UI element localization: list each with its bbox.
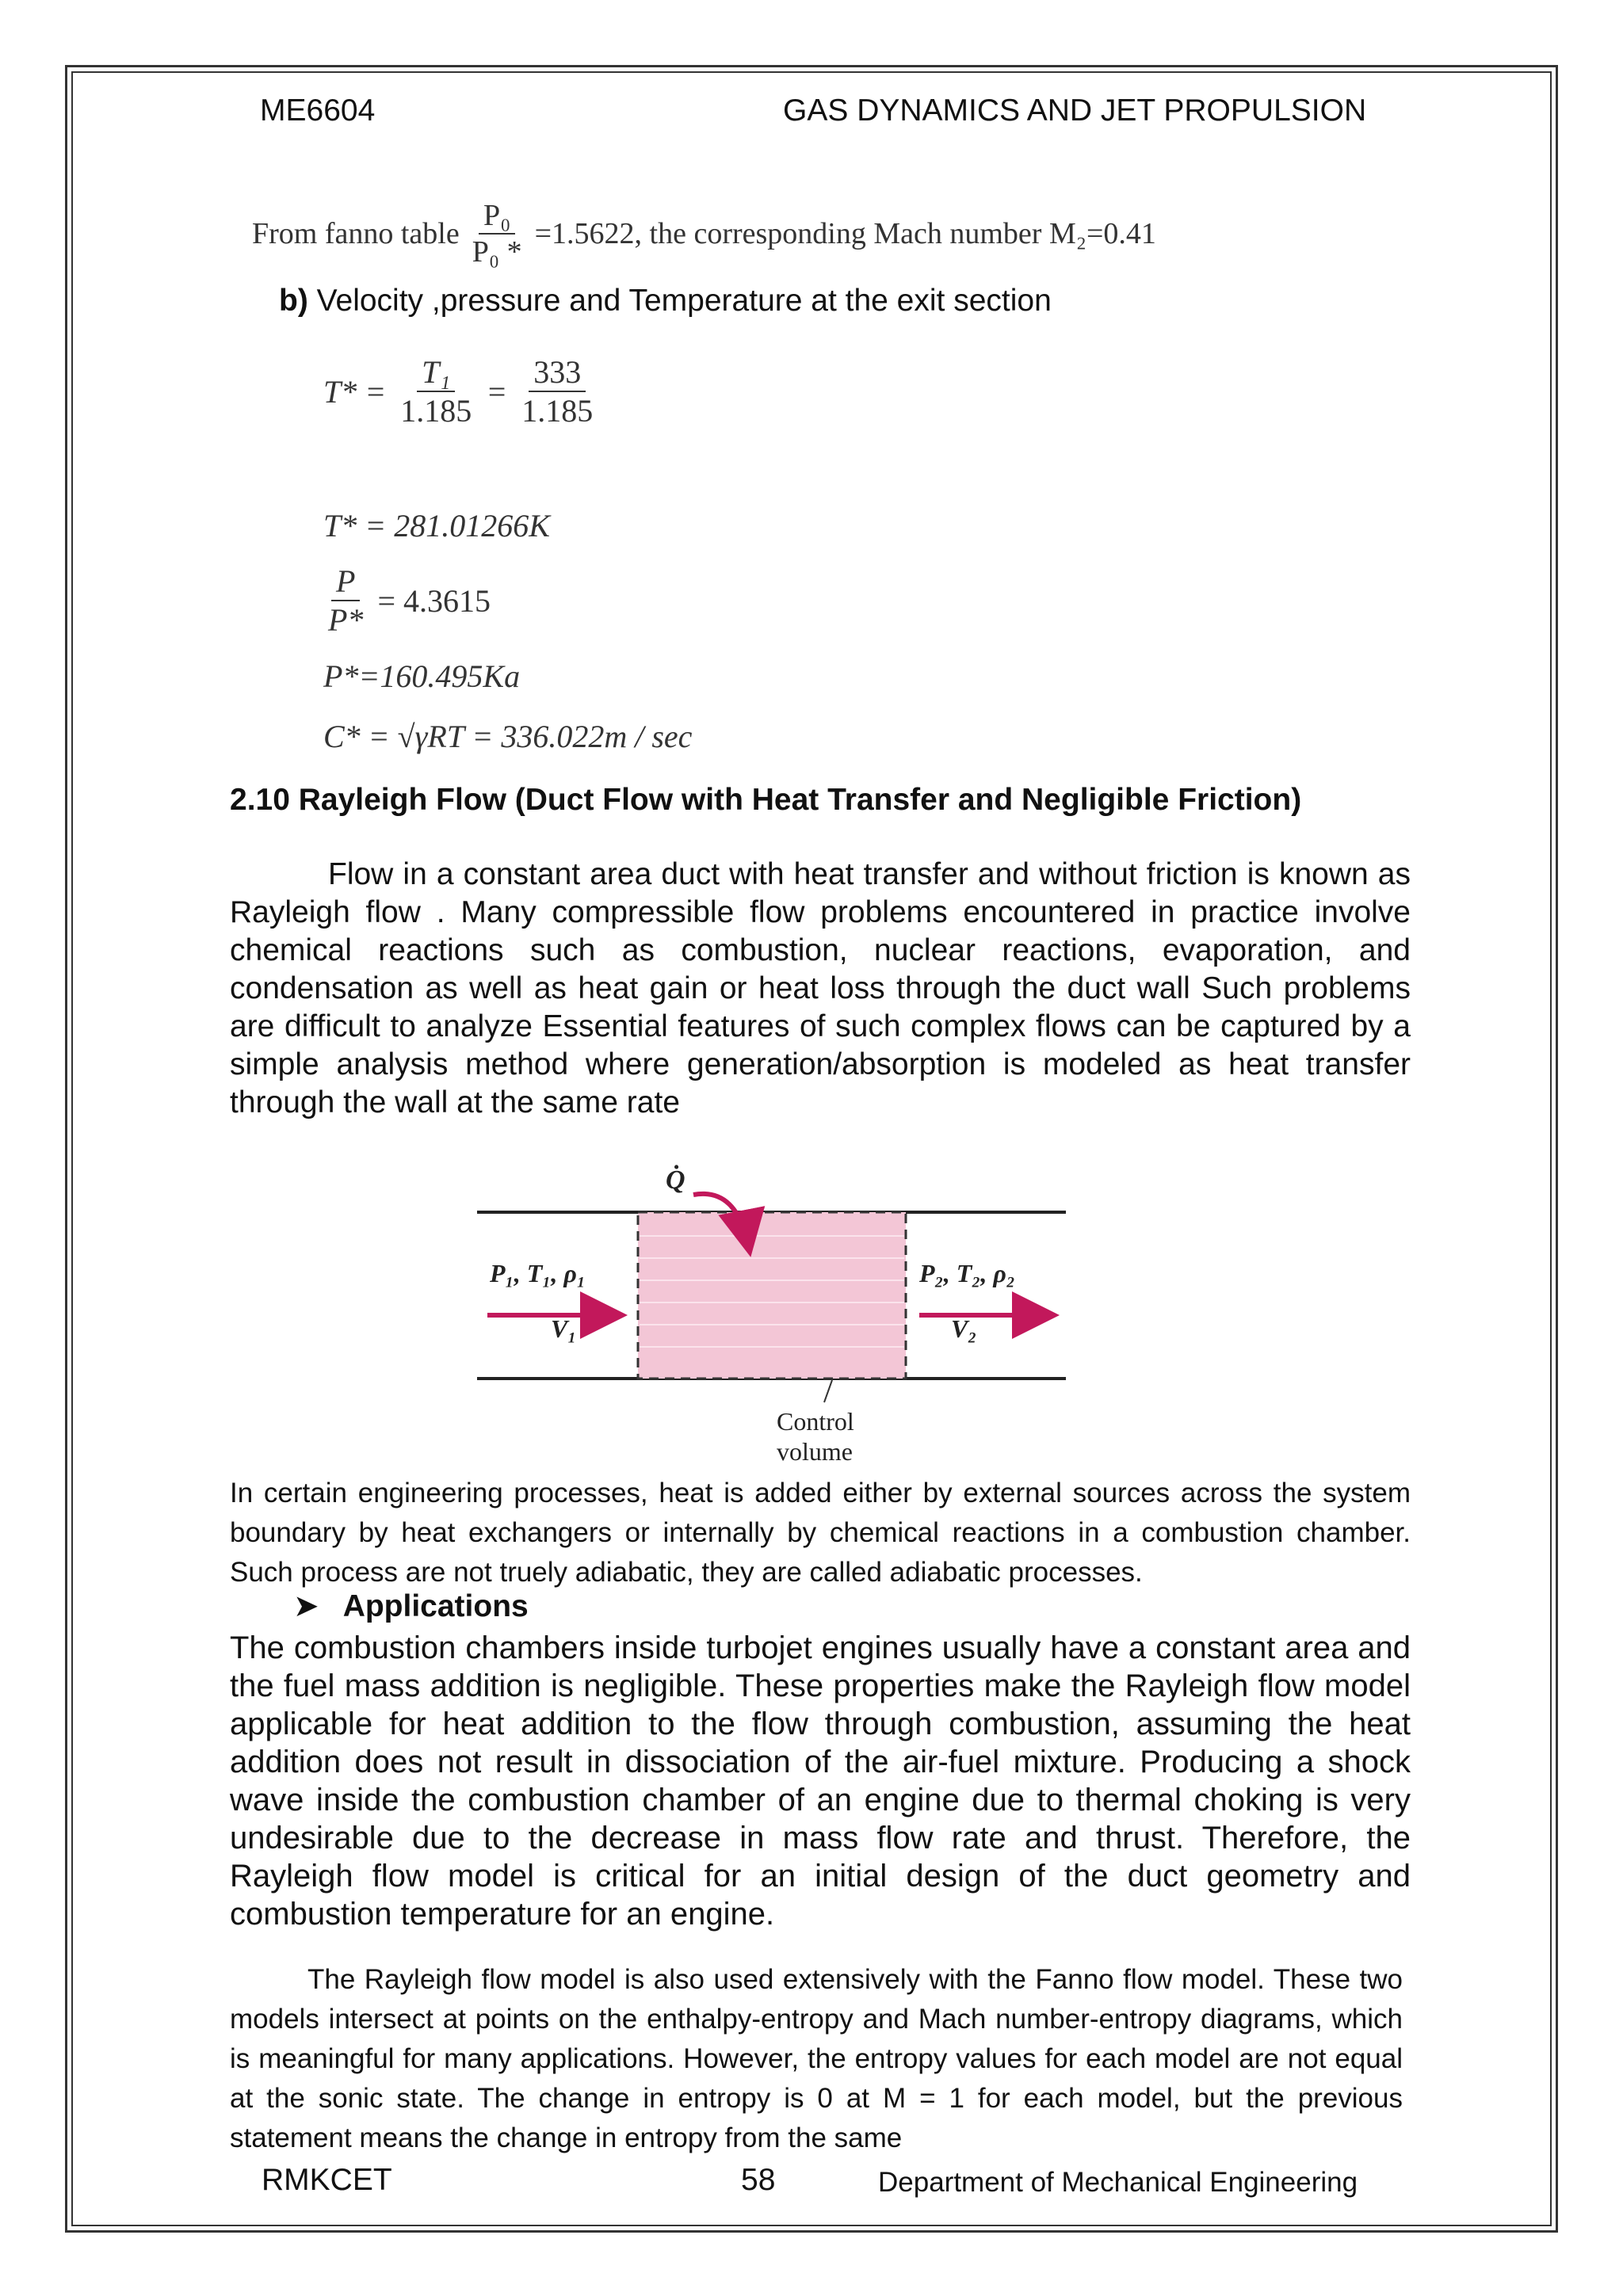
p-fraction-den: P* (328, 602, 364, 638)
t-equals: = (486, 373, 508, 410)
p-fraction (323, 563, 368, 639)
fanno-table-line (252, 198, 1156, 269)
t-fraction-2 (517, 353, 598, 429)
inlet-velocity-label: V₁ (551, 1314, 577, 1343)
outlet-velocity-label: V₂ (951, 1314, 977, 1343)
p-ratio-value: = 4.3615 (377, 582, 491, 619)
footer-institution: RMKCET (262, 2163, 392, 2197)
p-ratio-equation (323, 563, 491, 639)
fanno-fraction-den: P₀ * (472, 235, 522, 269)
fanno-suffix: =1.5622, the corresponding Mach number M₂=0.41 (534, 217, 1156, 250)
applications-heading (293, 1589, 529, 1624)
arrow-bullet-icon: ➤ (293, 1589, 319, 1623)
inlet-properties-label: P₁, T₁, ρ₁ (490, 1259, 586, 1287)
p-star-value: P*=160.495Ka (323, 658, 521, 694)
cv-leader-line (824, 1380, 832, 1402)
fanno-relation-paragraph: The Rayleigh flow model is also used extensively with the Fanno flow model. These two models intersect at points on the enthalpy-entropy and Mach number-entropy diagrams, which is meaningful for many applications. However, the entropy values for each model are not equal at the sonic state. The change in entropy is 0 at M = 1 for each model, but the previous statement means the change in entropy from the same (230, 1964, 1403, 2153)
processes-paragraph: In certain engineering processes, heat is added either by external sources across the system boundary by heat exchangers or internally by chemical reactions in a combustion chamber. Such process are not truely adiabatic, they are called adiabatic processes. (230, 1478, 1411, 1588)
heat-rate-label: Q̇ (666, 1165, 685, 1195)
p-fraction-num: P (331, 563, 360, 601)
course-title: GAS DYNAMICS AND JET PROPULSION (783, 93, 1367, 128)
t-star-lhs: T* = (323, 373, 387, 410)
t-fraction-1-num: T₁ (417, 353, 455, 392)
part-b-line (279, 284, 1052, 318)
footer-department: Department of Mechanical Engineering (878, 2167, 1358, 2198)
cv-label-line2: volume (777, 1437, 853, 1466)
part-b-label: b) (279, 284, 308, 318)
fanno-fraction (468, 198, 527, 269)
t-fraction-1 (395, 353, 476, 429)
applications-heading-text: Applications (342, 1589, 529, 1623)
intro-paragraph: Flow in a constant area duct with heat transfer and without friction is known as Rayleigh flow . Many compressible flow problems encountered in practice involve chemical reactions such as combustion, nuclear reactions, evaporation, and condensation as well as heat gain or heat loss through the duct wall Such problems are difficult to analyze Essential features of such complex flows can be captured by a simple analysis method where generation/absorption is modeled as heat transfer through the wall at the same rate (230, 857, 1411, 1119)
t-star-result: T* = 281.01266K (323, 508, 550, 543)
t-fraction-2-den: 1.185 (521, 393, 594, 429)
t-star-equation (323, 353, 598, 429)
t-fraction-2-num: 333 (529, 353, 586, 392)
section-heading: 2.10 Rayleigh Flow (Duct Flow with Heat Transfer and Negligible Friction) (230, 783, 1302, 817)
control-volume (638, 1212, 906, 1379)
c-star-equation: C* = √γRT = 336.022m / sec (323, 719, 693, 754)
outlet-properties-label: P₂, T₂, ρ₂ (919, 1259, 1016, 1287)
t-fraction-1-den: 1.185 (400, 393, 472, 429)
fanno-fraction-num: P₀ (479, 198, 515, 235)
course-code: ME6604 (260, 93, 376, 128)
fanno-prefix: From fanno table (252, 217, 460, 250)
rayleigh-control-volume-figure (475, 1165, 1078, 1474)
cv-label-line1: Control (777, 1407, 854, 1436)
part-b-text: Velocity ,pressure and Temperature at the exit section (307, 284, 1052, 318)
applications-paragraph: The combustion chambers inside turbojet engines usually have a constant area and the fuel mass addition is negligible. These properties make the Rayleigh flow model applicable for heat addition to the flow through combustion, assuming the heat addition does not result in dissociation of the air-fuel mixture. Producing a shock wave inside the combustion chamber of an engine due to thermal choking is very undesirable due to the decrease in mass flow rate and thrust. Therefore, the Rayleigh flow model is critical for an initial design of the duct geometry and combustion temperature for an engine. (230, 1630, 1411, 1932)
footer-page-number: 58 (741, 2163, 776, 2197)
